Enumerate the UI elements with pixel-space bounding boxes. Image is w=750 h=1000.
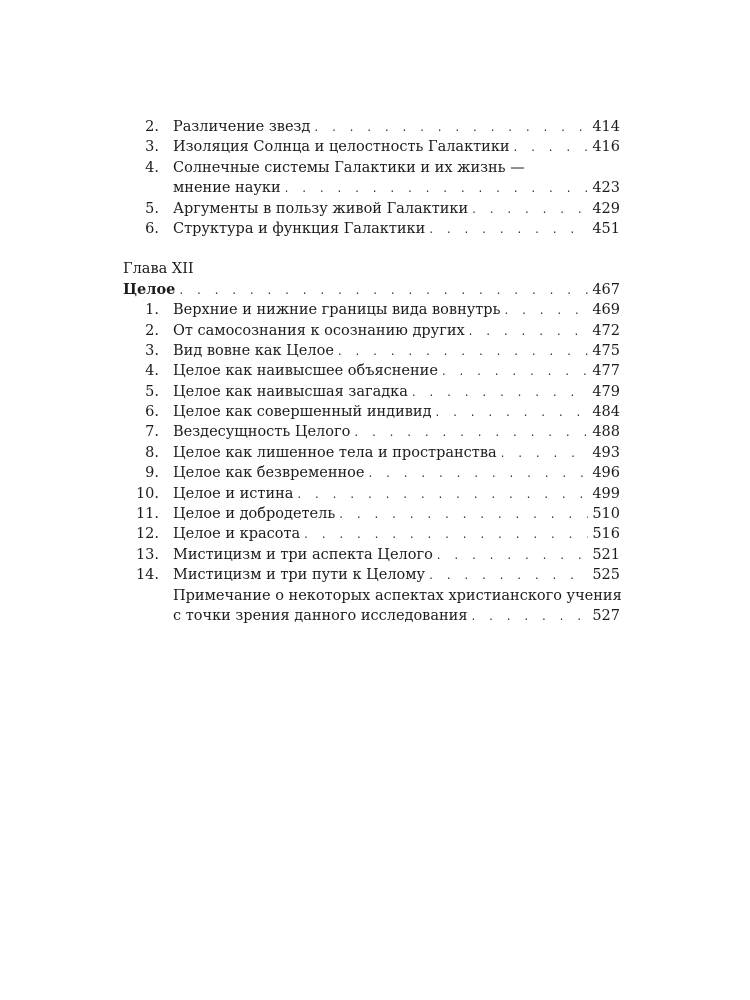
- entry-number: 2.: [145, 322, 159, 339]
- entry-page: 472: [592, 322, 620, 339]
- toc-entry: [123, 484, 620, 504]
- toc-entry: [123, 321, 620, 341]
- entry-title: Целое как наивысшая загадка: [173, 383, 408, 400]
- dot-leader: [514, 137, 588, 157]
- section-gap: [123, 239, 620, 259]
- dot-leader: [412, 382, 588, 402]
- toc-entry: [123, 402, 620, 422]
- toc-entry: [123, 219, 620, 239]
- toc-entry: [123, 361, 620, 381]
- entry-title: Целое и добродетель: [173, 506, 336, 523]
- entry-page: 510: [592, 506, 620, 523]
- entry-page: 499: [592, 485, 620, 502]
- toc-entry: [123, 341, 620, 361]
- entry-page: 493: [592, 444, 620, 461]
- note-title-line2: с точки зрения данного исследования: [173, 607, 468, 624]
- entry-page: 429: [592, 200, 620, 217]
- note-title-line1: Примечание о некоторых аспектах христианского учения: [173, 587, 622, 604]
- dot-leader: [354, 422, 588, 442]
- entry-page: 496: [592, 465, 620, 482]
- dot-leader: [339, 504, 588, 524]
- toc-entry: [123, 300, 620, 320]
- toc-entry: [123, 545, 620, 565]
- chapter-label: Глава XII: [123, 261, 194, 278]
- entry-page: 414: [592, 119, 620, 135]
- dot-leader: [471, 606, 588, 626]
- entry-number: 9.: [145, 465, 159, 482]
- entry-number: 6.: [145, 220, 159, 237]
- entry-title: Целое как лишенное тела и пространства: [173, 444, 497, 461]
- entry-title: Вид вовне как Целое: [173, 342, 334, 359]
- chapter-title: Целое: [123, 280, 176, 298]
- entry-number: 14.: [135, 567, 159, 584]
- entry-page: 475: [592, 342, 620, 359]
- note-entry-line1: [123, 586, 620, 606]
- toc-entry: [123, 422, 620, 442]
- entry-page: 525: [592, 567, 620, 584]
- entry-title: Мистицизм и три пути к Целому: [173, 567, 426, 584]
- dot-leader: [368, 463, 588, 483]
- entry-title: Целое как совершенный индивид: [173, 404, 432, 421]
- entry-title: Структура и функция Галактики: [173, 220, 426, 237]
- toc-entry: [123, 382, 620, 402]
- entry-number: 2.: [145, 119, 159, 135]
- entry-number: 7.: [145, 424, 159, 441]
- entry-title: Целое и красота: [173, 526, 301, 543]
- entry-title: Различение звезд: [173, 119, 311, 135]
- entry-number: 1.: [145, 302, 159, 319]
- entry-number: 4.: [145, 363, 159, 380]
- toc-entry: [123, 504, 620, 524]
- entry-page: 423: [592, 180, 620, 197]
- entry-title: Аргументы в пользу живой Галактики: [173, 200, 469, 217]
- entry-number: 10.: [135, 485, 159, 502]
- note-entry-line2: [123, 606, 620, 626]
- entry-number: 12.: [135, 526, 159, 543]
- dot-leader: [472, 199, 588, 219]
- toc-entry: [123, 158, 620, 178]
- chapter-label-row: [123, 259, 620, 279]
- table-of-contents: [123, 117, 620, 626]
- entry-title: От самосознания к осознанию других: [173, 322, 465, 339]
- toc-entry: [123, 463, 620, 483]
- entry-page: 488: [592, 424, 620, 441]
- entry-page: 516: [592, 526, 620, 543]
- entry-title: Верхние и нижние границы вида вовнутрь: [173, 302, 501, 319]
- toc-entry: [123, 137, 620, 157]
- entry-number: 3.: [145, 342, 159, 359]
- entry-title: Целое как безвременное: [173, 465, 365, 482]
- entry-title: Мистицизм и три аспекта Целого: [173, 546, 433, 563]
- dot-leader: [504, 300, 588, 320]
- toc-entry: [123, 443, 620, 463]
- dot-leader: [442, 361, 588, 381]
- entry-title: мнение науки: [173, 180, 281, 197]
- toc-entry: [123, 117, 620, 137]
- entry-page: 469: [592, 302, 620, 319]
- entry-number: 6.: [145, 404, 159, 421]
- entry-number: 5.: [145, 383, 159, 400]
- dot-leader: [501, 443, 588, 463]
- dot-leader: [338, 341, 588, 361]
- entry-number: 13.: [135, 546, 159, 563]
- dot-leader: [429, 565, 588, 585]
- dot-leader: [297, 484, 588, 504]
- entry-number: 4.: [145, 159, 159, 176]
- dot-leader: [436, 402, 589, 422]
- entry-title: Солнечные системы Галактики и их жизнь —: [173, 159, 525, 176]
- entry-title: Целое как наивысшее объяснение: [173, 363, 438, 380]
- toc-entry: [123, 524, 620, 544]
- entry-title: Вездесущность Целого: [173, 424, 351, 441]
- entry-number: 8.: [145, 444, 159, 461]
- entry-title: Изоляция Солнца и целостность Галактики: [173, 139, 510, 156]
- dot-leader: [429, 219, 588, 239]
- toc-entry: [123, 565, 620, 585]
- entry-page: 451: [592, 220, 620, 237]
- entry-title: Целое и истина: [173, 485, 294, 502]
- entry-page: 479: [592, 383, 620, 400]
- dot-leader: [179, 280, 588, 300]
- dot-leader: [437, 545, 588, 565]
- entry-number: 11.: [135, 506, 159, 523]
- entry-page: 521: [592, 546, 620, 563]
- toc-entry: [123, 199, 620, 219]
- note-page: 527: [592, 607, 620, 624]
- entry-number: 5.: [145, 200, 159, 217]
- entry-page: 484: [592, 404, 620, 421]
- dot-leader: [285, 178, 588, 198]
- toc-entry-continued: [123, 178, 620, 198]
- entry-page: 416: [592, 139, 620, 156]
- chapter-title-row: [123, 280, 620, 300]
- dot-leader: [304, 524, 588, 544]
- entry-page: 477: [592, 363, 620, 380]
- dot-leader: [314, 117, 588, 137]
- dot-leader: [469, 321, 588, 341]
- chapter-page: 467: [592, 281, 620, 298]
- entry-number: 3.: [145, 139, 159, 156]
